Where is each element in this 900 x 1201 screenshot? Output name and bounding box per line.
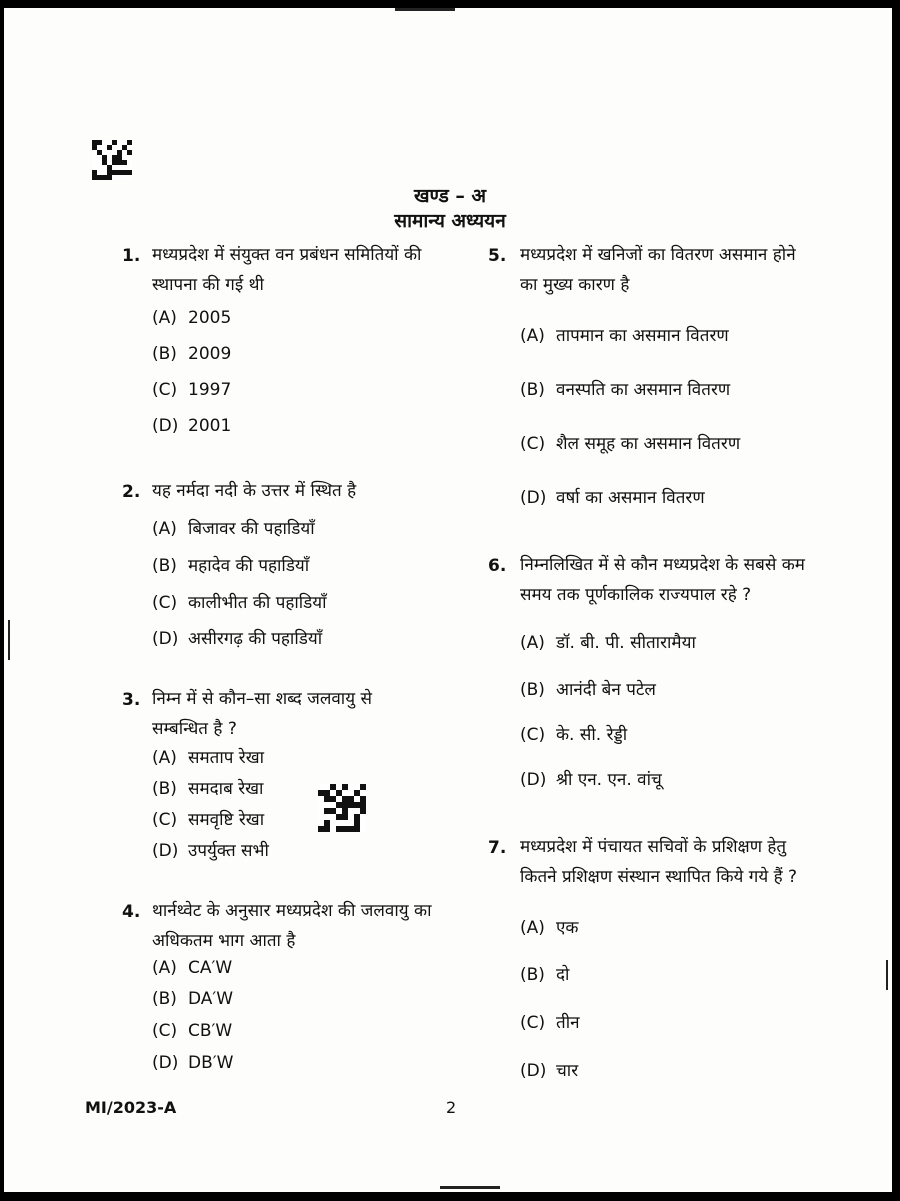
scan-mark — [886, 960, 888, 990]
paper-code: MI/2023-A — [85, 1098, 177, 1117]
option: (D) असीरगढ़ की पहाडियाँ — [152, 629, 323, 649]
option: (D) वर्षा का असमान वितरण — [520, 488, 705, 508]
option: (B) समदाब रेखा — [152, 779, 264, 799]
qr-code — [318, 784, 366, 832]
question-number: 4. — [122, 902, 141, 922]
option: (C) CB′W — [152, 1021, 233, 1041]
question-text: मध्यप्रदेश में खनिजों का वितरण असमान होने का मुख्य कारण है — [520, 245, 796, 295]
question-text: निम्नलिखित में से कौन मध्यप्रदेश के सबसे कम समय तक पूर्णकालिक राज्यपाल रहे ? — [520, 555, 805, 605]
question-text: निम्न में से कौन–सा शब्द जलवायु से सम्बन्धित है ? — [152, 689, 372, 739]
option: (A) तापमान का असमान वितरण — [520, 326, 729, 346]
section-title: खण्ड – अ — [414, 185, 486, 207]
option: (A) CA′W — [152, 958, 233, 978]
question-number: 5. — [488, 246, 507, 266]
question-text: मध्यप्रदेश में संयुक्त वन प्रबंधन समितियों की स्थापना की गई थी — [152, 245, 422, 295]
option: (D) श्री एन. एन. वांचू — [520, 770, 662, 790]
option: (C) कालीभीत की पहाडियाँ — [152, 593, 327, 613]
option: (C) 1997 — [152, 380, 232, 400]
question-text: यह नर्मदा नदी के उत्तर में स्थित है — [152, 481, 357, 501]
question-text: थार्नथ्वेट के अनुसार मध्यप्रदेश की जलवायु का अधिकतम भाग आता है — [152, 901, 432, 951]
option: (B) DA′W — [152, 989, 234, 1009]
question-number: 3. — [122, 690, 141, 710]
option: (B) 2009 — [152, 344, 232, 364]
question-number: 1. — [122, 246, 141, 266]
option: (A) डॉ. बी. पी. सीतारामैया — [520, 633, 696, 653]
option: (A) एक — [520, 918, 579, 938]
option: (A) 2005 — [152, 308, 232, 328]
option: (C) तीन — [520, 1013, 580, 1033]
option: (A) बिजावर की पहाडियाँ — [152, 519, 315, 539]
option: (D) चार — [520, 1061, 579, 1081]
section-subtitle: सामान्य अध्ययन — [394, 210, 506, 232]
option: (B) वनस्पति का असमान वितरण — [520, 380, 731, 400]
option: (D) DB′W — [152, 1053, 234, 1073]
scan-mark — [395, 8, 455, 11]
question-text: मध्यप्रदेश में पंचायत सचिवों के प्रशिक्षण हेतु कितने प्रशिक्षण संस्थान स्थापित किये गये हैं ? — [520, 837, 798, 887]
option: (B) महादेव की पहाडियाँ — [152, 556, 310, 576]
option: (B) दो — [520, 965, 570, 985]
option: (D) 2001 — [152, 416, 232, 436]
option: (A) समताप रेखा — [152, 748, 265, 768]
question-number: 2. — [122, 482, 141, 502]
question-number: 6. — [488, 556, 507, 576]
question-number: 7. — [488, 838, 507, 858]
option: (B) आनंदी बेन पटेल — [520, 680, 656, 700]
scan-mark — [8, 620, 10, 660]
option: (C) समवृष्टि रेखा — [152, 810, 265, 830]
qr-code — [92, 140, 132, 180]
scan-mark — [440, 1186, 500, 1189]
page-number: 2 — [446, 1098, 457, 1117]
option: (C) शैल समूह का असमान वितरण — [520, 434, 741, 454]
option: (C) के. सी. रेड्डी — [520, 725, 628, 745]
option: (D) उपर्युक्त सभी — [152, 841, 269, 861]
